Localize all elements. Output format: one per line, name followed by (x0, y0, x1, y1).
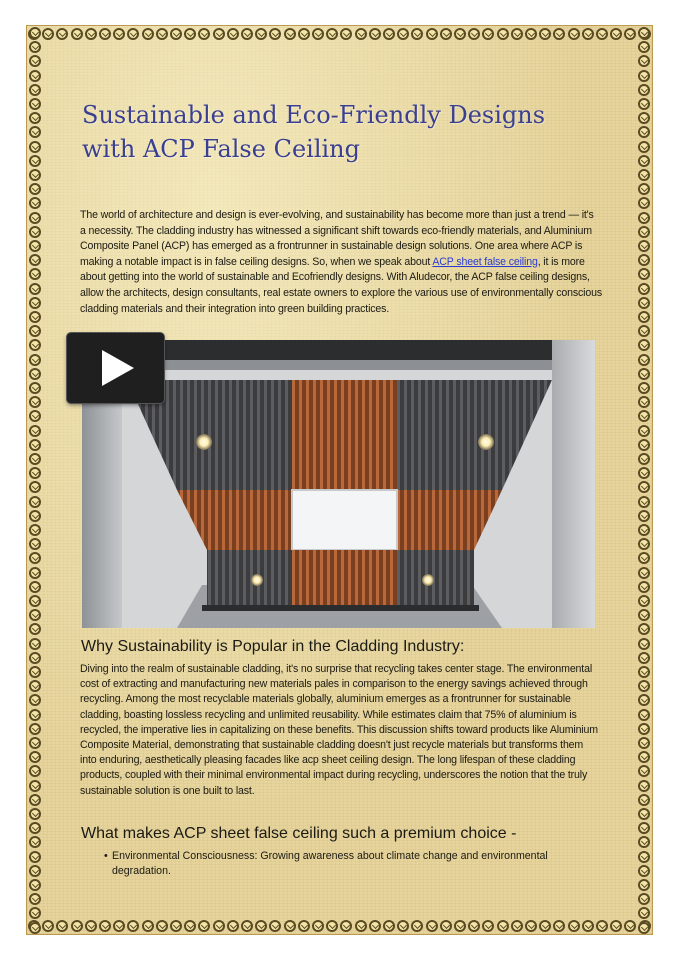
ring-icon (113, 920, 125, 932)
decorative-border-right (635, 25, 653, 935)
ring-icon (29, 382, 41, 394)
ring-icon (269, 28, 281, 40)
ring-icon (99, 920, 111, 932)
ring-icon (29, 737, 41, 749)
ring-icon (298, 28, 310, 40)
ring-icon (29, 126, 41, 138)
ring-icon (29, 112, 41, 124)
bullet-icon: • (104, 850, 108, 862)
ring-icon (638, 55, 650, 67)
ring-icon (227, 920, 239, 932)
ring-icon (29, 410, 41, 422)
ring-icon (553, 28, 565, 40)
ring-icon (638, 339, 650, 351)
ring-icon (638, 836, 650, 848)
ring-icon (170, 28, 182, 40)
ring-icon (610, 920, 622, 932)
ring-icon (638, 212, 650, 224)
ring-icon (582, 920, 594, 932)
ring-icon (284, 920, 296, 932)
ring-icon (638, 538, 650, 550)
intro-paragraph (80, 208, 602, 317)
ring-icon (198, 920, 210, 932)
ring-icon (511, 28, 523, 40)
ring-icon (638, 240, 650, 252)
ring-icon (596, 28, 608, 40)
ring-icon (638, 467, 650, 479)
ring-icon (29, 354, 41, 366)
ring-icon (56, 920, 68, 932)
ring-icon (638, 311, 650, 323)
ring-icon (638, 283, 650, 295)
ring-icon (326, 28, 338, 40)
ring-icon (29, 439, 41, 451)
list-item (104, 849, 604, 879)
ring-icon (29, 467, 41, 479)
ring-icon (638, 155, 650, 167)
ring-icon (241, 920, 253, 932)
ring-icon (29, 609, 41, 621)
ring-icon (638, 709, 650, 721)
ring-icon (426, 28, 438, 40)
ring-icon (638, 141, 650, 153)
ring-icon (29, 524, 41, 536)
ring-icon (198, 28, 210, 40)
ring-icon (482, 28, 494, 40)
ring-icon (340, 920, 352, 932)
ring-icon (638, 268, 650, 280)
ring-icon (638, 680, 650, 692)
ring-icon (29, 666, 41, 678)
ring-icon (638, 169, 650, 181)
ring-icon (638, 98, 650, 110)
ring-icon (269, 920, 281, 932)
ring-icon (638, 354, 650, 366)
ring-icon (71, 920, 83, 932)
ring-icon (29, 41, 41, 53)
ring-icon (142, 28, 154, 40)
ring-icon (638, 439, 650, 451)
ring-icon (638, 27, 650, 39)
ring-icon (29, 283, 41, 295)
ring-icon (29, 907, 41, 919)
ring-icon (440, 920, 452, 932)
ring-icon (29, 751, 41, 763)
ring-icon (397, 28, 409, 40)
ring-icon (638, 197, 650, 209)
ring-icon (383, 920, 395, 932)
ring-icon (397, 920, 409, 932)
ring-icon (312, 920, 324, 932)
ring-icon (29, 297, 41, 309)
ring-icon (29, 652, 41, 664)
ring-icon (29, 226, 41, 238)
ring-icon (638, 780, 650, 792)
ring-icon (29, 780, 41, 792)
ring-icon (638, 794, 650, 806)
ring-icon (638, 765, 650, 777)
ring-icon (71, 28, 83, 40)
acp-sheet-false-ceiling-link[interactable]: ACP sheet false ceiling (432, 255, 538, 268)
ring-icon (29, 27, 41, 39)
decorative-border-top (26, 25, 653, 43)
ring-icon (184, 920, 196, 932)
ring-icon (497, 28, 509, 40)
ring-icon (369, 920, 381, 932)
ring-icon (383, 28, 395, 40)
ring-icon (638, 666, 650, 678)
ring-icon (511, 920, 523, 932)
ring-icon (29, 183, 41, 195)
ring-icon (29, 581, 41, 593)
ring-icon (638, 226, 650, 238)
ring-icon (156, 28, 168, 40)
ring-icon (85, 28, 97, 40)
ring-icon (113, 28, 125, 40)
ring-icon (638, 453, 650, 465)
section-heading-premium-choice: What makes ACP sheet false ceiling such a premium choice - (81, 825, 517, 842)
ring-icon (213, 28, 225, 40)
ring-icon (355, 920, 367, 932)
ring-icon (638, 893, 650, 905)
intro-text-before-link: The world of architecture and design is ever-evolving, and sustainability has become more than just a trend — it's a necessity. The cladding industry has witnessed a significant shift towards eco-friendly materials, and Aluminium Composite Panel (ACP) has emerged as a frontrunner in sustainable design solutions. One area where ACP is making a notable impact is in false ceiling designs. So, when we speak about (80, 209, 594, 268)
ring-icon (340, 28, 352, 40)
decorative-border-left (26, 25, 44, 935)
ring-icon (29, 368, 41, 380)
ring-icon (29, 155, 41, 167)
ring-icon (525, 920, 537, 932)
ring-icon (638, 552, 650, 564)
ring-icon (638, 325, 650, 337)
ring-icon (638, 737, 650, 749)
ring-icon (539, 920, 551, 932)
ring-icon (638, 84, 650, 96)
ring-icon (638, 922, 650, 934)
ring-icon (213, 920, 225, 932)
ring-icon (638, 638, 650, 650)
ring-icon (454, 28, 466, 40)
ring-icon (29, 851, 41, 863)
ring-icon (454, 920, 466, 932)
sustainability-paragraph: Diving into the realm of sustainable cladding, it's no surprise that recycling takes center stage. The environmental cost of extracting and manufacturing new materials pales in comparison to the energy savings achieved through recycling. Among the most recyclable materials globally, aluminium emerges as a frontrunner for sustainable cladding, boasting lossless recycling and unlimited reusability. While estimates claim that 75% of aluminium is recycled, the imperative lies in capitalizing on these benefits. This discussion shifts toward products like Aluminium Composite Material, demonstrating that sustainable cladding doesn't just recycle materials but transforms them into enduring, aesthetically pleasing facades like acp sheet ceiling design. The long lifespan of these cladding products, coupled with their minimal environmental impact during recycling, underscores the notion that the truly sustainable solution is one built to last. (80, 663, 598, 797)
ring-icon (638, 524, 650, 536)
ring-icon (440, 28, 452, 40)
ring-icon (638, 567, 650, 579)
ring-icon (638, 425, 650, 437)
video-play-button[interactable] (67, 333, 164, 403)
ring-icon (553, 920, 565, 932)
ring-icon (29, 325, 41, 337)
ring-icon (638, 865, 650, 877)
ring-icon (29, 623, 41, 635)
ring-icon (638, 907, 650, 919)
ring-icon (85, 920, 97, 932)
ring-icon (638, 481, 650, 493)
ring-icon (468, 28, 480, 40)
ring-icon (29, 84, 41, 96)
ring-icon (411, 28, 423, 40)
ring-icon (638, 609, 650, 621)
ring-icon (298, 920, 310, 932)
ring-icon (638, 41, 650, 53)
ring-icon (29, 765, 41, 777)
section-heading-sustainability: Why Sustainability is Popular in the Cladding Industry: (81, 638, 465, 655)
ring-icon (29, 723, 41, 735)
ring-icon (29, 169, 41, 181)
ring-icon (638, 496, 650, 508)
ring-icon (638, 623, 650, 635)
ring-icon (29, 425, 41, 437)
ring-icon (227, 28, 239, 40)
ring-icon (326, 920, 338, 932)
ring-icon (638, 382, 650, 394)
ring-icon (255, 920, 267, 932)
ring-icon (284, 28, 296, 40)
ring-icon (525, 28, 537, 40)
intro-text-after-link: , it is more about getting into the world of sustainable and Ecofriendly designs. With Aludecor, the ACP false ceiling designs, allow the architects, design consultants, real estate owners to explore the various use of environmentally conscious cladding materials and their integration into green building practices. (80, 255, 602, 315)
ring-icon (170, 920, 182, 932)
ring-icon (568, 28, 580, 40)
ring-icon (29, 240, 41, 252)
ring-icon (29, 893, 41, 905)
ring-icon (638, 183, 650, 195)
ring-icon (468, 920, 480, 932)
ring-icon (638, 297, 650, 309)
list-item-text: Environmental Consciousness: Growing awareness about climate change and environmental degradation. (112, 850, 548, 878)
ring-icon (482, 920, 494, 932)
ring-icon (29, 70, 41, 82)
ring-icon (29, 808, 41, 820)
ring-icon (638, 652, 650, 664)
ring-icon (241, 28, 253, 40)
ring-icon (29, 552, 41, 564)
ring-icon (638, 112, 650, 124)
ring-icon (638, 879, 650, 891)
ring-icon (582, 28, 594, 40)
ring-icon (568, 920, 580, 932)
ring-icon (369, 28, 381, 40)
ring-icon (29, 836, 41, 848)
ring-icon (29, 481, 41, 493)
ring-icon (638, 254, 650, 266)
ring-icon (638, 595, 650, 607)
ring-icon (638, 581, 650, 593)
ring-icon (127, 28, 139, 40)
ring-icon (596, 920, 608, 932)
ring-icon (29, 567, 41, 579)
ring-icon (56, 28, 68, 40)
ring-icon (29, 311, 41, 323)
ring-icon (142, 920, 154, 932)
ring-icon (29, 98, 41, 110)
ring-icon (29, 879, 41, 891)
ring-icon (638, 723, 650, 735)
ring-icon (29, 694, 41, 706)
ring-icon (539, 28, 551, 40)
ring-icon (29, 709, 41, 721)
page-title: Sustainable and Eco-Friendly Designs with ACP False Ceiling (82, 101, 546, 163)
ring-icon (29, 396, 41, 408)
ring-icon (638, 396, 650, 408)
ring-icon (99, 28, 111, 40)
ring-icon (29, 865, 41, 877)
ring-icon (497, 920, 509, 932)
ring-icon (255, 28, 267, 40)
ring-icon (638, 510, 650, 522)
ring-icon (29, 141, 41, 153)
ring-icon (29, 595, 41, 607)
ring-icon (29, 212, 41, 224)
ring-icon (29, 794, 41, 806)
ring-icon (355, 28, 367, 40)
ring-icon (127, 920, 139, 932)
ring-icon (29, 680, 41, 692)
ring-icon (29, 254, 41, 266)
ring-icon (29, 197, 41, 209)
ring-icon (638, 70, 650, 82)
ring-icon (184, 28, 196, 40)
ring-icon (638, 808, 650, 820)
ring-icon (638, 751, 650, 763)
ring-icon (312, 28, 324, 40)
ring-icon (638, 822, 650, 834)
ring-icon (638, 410, 650, 422)
ring-icon (29, 339, 41, 351)
ring-icon (156, 920, 168, 932)
ring-icon (638, 126, 650, 138)
ring-icon (638, 368, 650, 380)
ring-icon (29, 922, 41, 934)
ring-icon (29, 453, 41, 465)
ring-icon (411, 920, 423, 932)
ring-icon (29, 496, 41, 508)
ring-icon (29, 638, 41, 650)
ring-icon (426, 920, 438, 932)
ring-icon (29, 822, 41, 834)
decorative-border-bottom (26, 917, 653, 935)
ring-icon (638, 851, 650, 863)
ring-icon (610, 28, 622, 40)
ring-icon (638, 694, 650, 706)
ring-icon (29, 268, 41, 280)
ring-icon (29, 538, 41, 550)
ring-icon (29, 55, 41, 67)
ring-icon (29, 510, 41, 522)
